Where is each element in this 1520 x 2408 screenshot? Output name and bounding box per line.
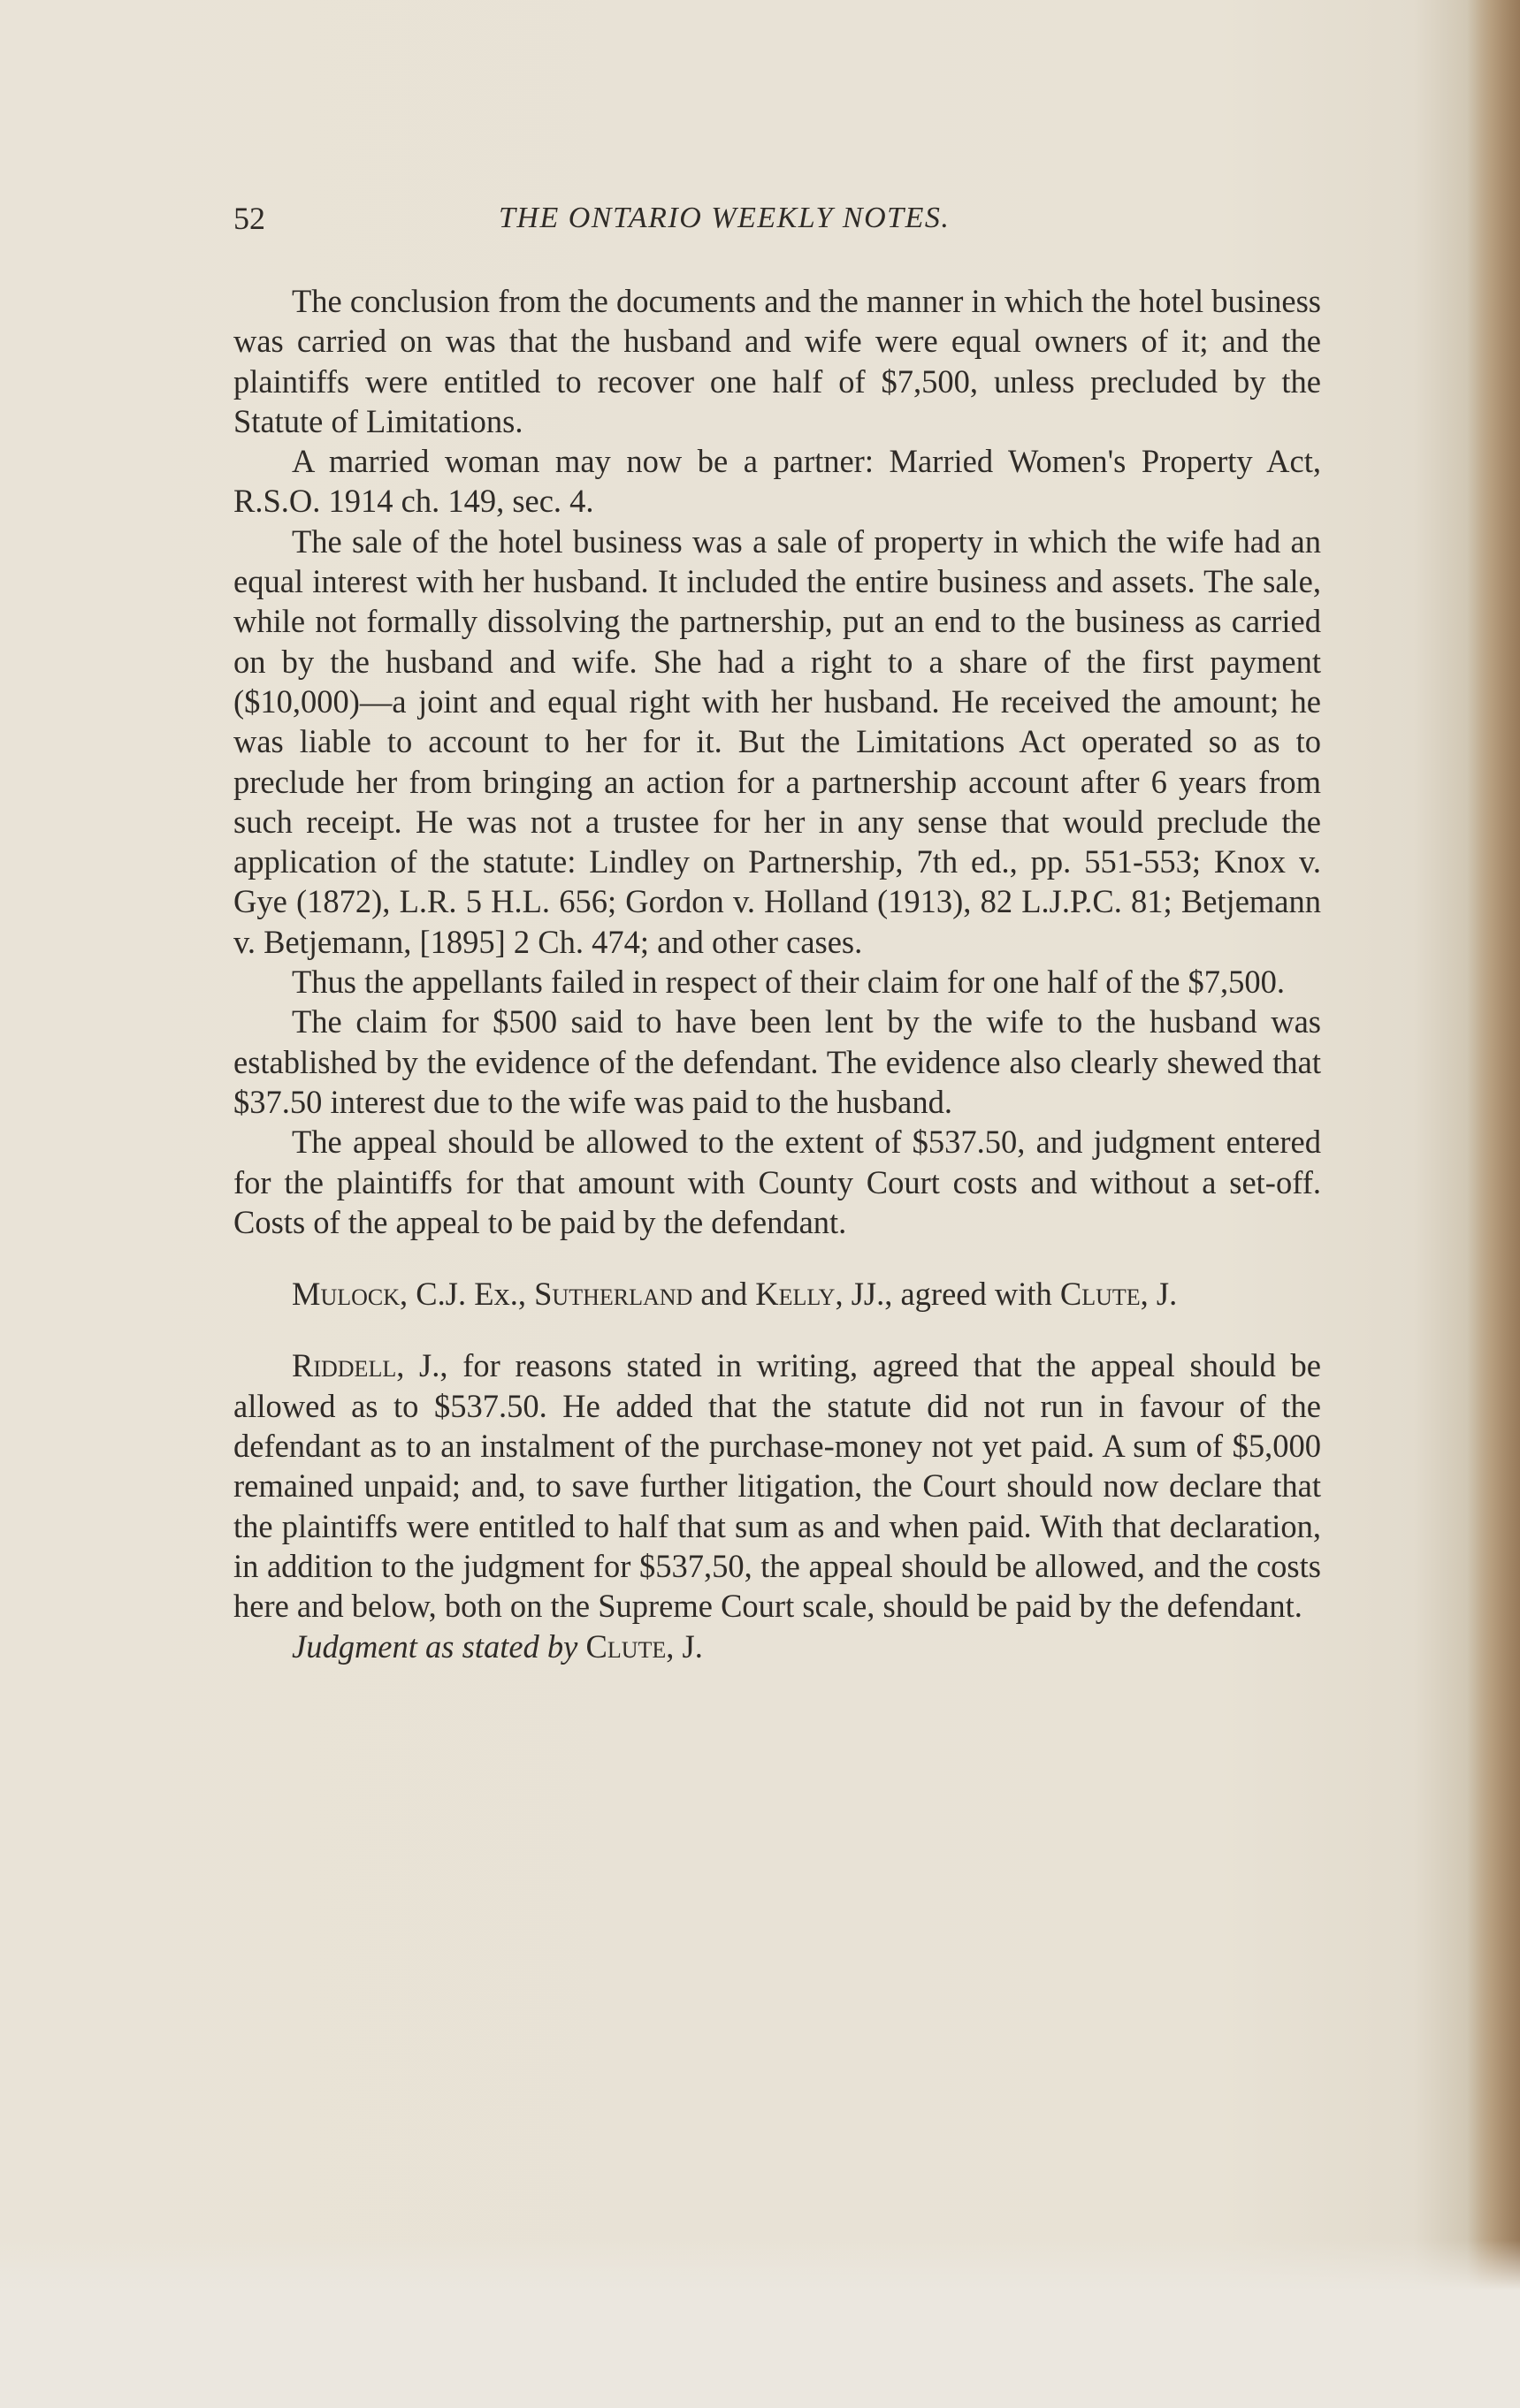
paragraph-claim-500: The claim for $500 said to have been lent by the wife to the husband was established by the evidence of the defendant. The evidence also clearly shewed that $37.50 interest due to the wife was paid to the husband. [233, 1003, 1321, 1120]
judge-name-riddell: Riddell [292, 1347, 397, 1384]
concurrence-text-1: , C.J. Ex., [400, 1276, 535, 1313]
page-bottom-margin [0, 2240, 1520, 2408]
running-title: THE ONTARIO WEEKLY NOTES. [499, 202, 951, 234]
page-header [233, 200, 1330, 246]
paragraph-appellants-failed: Thus the appellants failed in respect of their claim for one half of the $7,500. [292, 964, 1286, 1001]
paragraph-concurrence [233, 1274, 1321, 1314]
judgment-italic: Judgment as stated by [292, 1627, 578, 1665]
judgment-judge-name: Clute [585, 1627, 667, 1665]
judge-name-mulock: Mulock [292, 1276, 401, 1313]
concurrence-text-4: , J. [1140, 1276, 1178, 1313]
judge-name-kelly: Kelly [755, 1276, 836, 1313]
judgment-suffix: , J. [666, 1627, 703, 1665]
page-spine-shadow [1467, 0, 1520, 2408]
page-body [233, 281, 1321, 1666]
paragraph-married-woman: A married woman may now be a partner: Married Women's Property Act, R.S.O. 1914 ch. 149, sec. 4. [233, 443, 1321, 520]
page-number: 52 [233, 201, 265, 236]
judgment-line [233, 1627, 1321, 1666]
paragraph-appeal-allowed: The appeal should be allowed to the extent of $537.50, and judgment entered for the plaintiffs for that amount with County Court costs and without a set-off. Costs of the appeal to be paid by the defendant. [233, 1124, 1321, 1240]
judge-name-clute: Clute [1059, 1276, 1141, 1313]
paragraph-riddell [233, 1345, 1321, 1626]
paragraph-sale: The sale of the hotel business was a sale of property in which the wife had an equal interest with her husband. It included the entire business and assets. The sale, while not formally dissolving the partnership, put an end to the business as carried on by the husband and wife. She had a right to a share of the first payment ($10,000)—a joint and equal right with her husband. He received the amount; he was liable to account to her for it. But the Limitations Act operated so as to preclude her from bringing an action for a partnership account after 6 years from such receipt. He was not a trustee for her in any sense that would preclude the application of the statute: Lindley on Partnership, 7th ed., pp. 551-553; Knox v. Gye (1872), L.R. 5 H.L. 656; Gordon v. Holland (1913), 82 L.J.P.C. 81; Betjemann v. Betjemann, [1895] 2 Ch. 474; and other cases. [233, 522, 1321, 960]
concurrence-text-2: and [692, 1276, 756, 1313]
riddell-text: , J., for reasons stated in writing, agreed that the appeal should be allowed as to $537.50. He added that the statute did not run in favour of the defendant as to an instalment of the purchase-money not yet paid. A sum of $5,000 remained unpaid; and, to save further litigation, the Court should now declare that the plaintiffs were entitled to half that sum as and when paid. With that declaration, in addition to the judgment for $537,50, the appeal should be allowed, and the costs here and below, both on the Supreme Court scale, should be paid by the defendant. [233, 1347, 1321, 1625]
judge-name-sutherland: Sutherland [534, 1276, 693, 1313]
paragraph-conclusion: The conclusion from the documents and the manner in which the hotel business was carried on was that the husband and wife were equal owners of it; and the plaintiffs were entitled to recover one half of $7,500, unless precluded by the Statute of Limitations. [233, 283, 1321, 439]
concurrence-text-3: , JJ., agreed with [835, 1276, 1060, 1313]
